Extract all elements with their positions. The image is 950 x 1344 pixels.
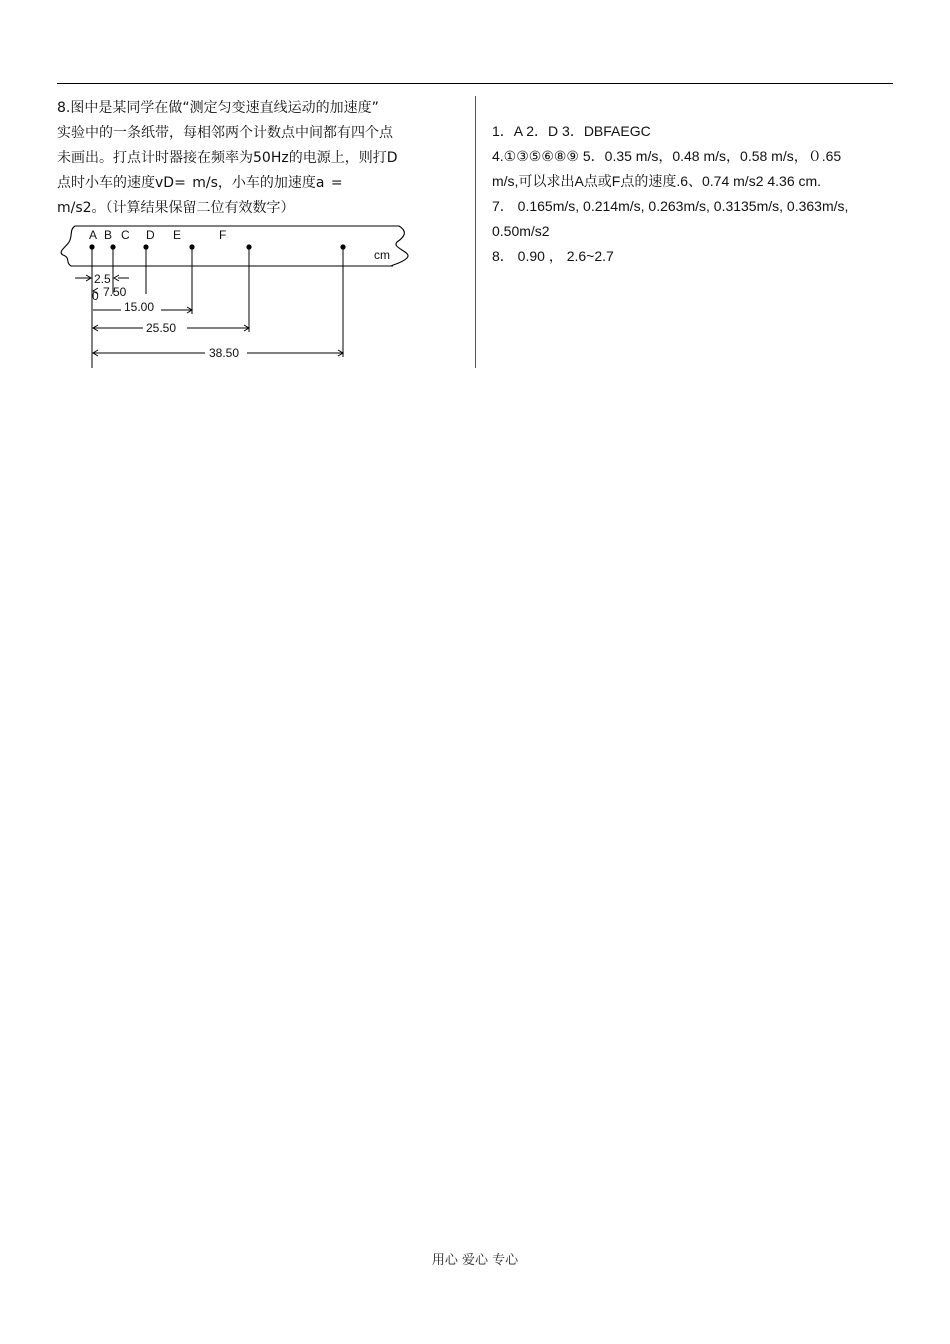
distance-ad: 15.00: [124, 300, 155, 314]
distance-af: 38.50: [209, 346, 240, 360]
question-line: 实验中的一条纸带，每相邻两个计数点中间都有四个点: [57, 125, 393, 141]
question-line: 点时小车的速度vD= m/s，小车的加速度a =: [57, 175, 343, 191]
point-label-b: B: [104, 228, 113, 242]
unit-label: cm: [374, 248, 390, 262]
header-rule: [57, 83, 893, 84]
distance-ab: 2.5: [94, 272, 111, 286]
answer-line: m/s,可以求出A点或F点的速度.6、0.74 m/s2 4.36 cm.: [492, 173, 822, 189]
answer-line: 4.①③⑤⑥⑧⑨ 5．0.35 m/s，0.48 m/s，0.58 m/s，０.65: [492, 148, 842, 164]
question-line: m/s2。（计算结果保留二位有效数字）: [57, 200, 295, 216]
point-label-c: C: [121, 228, 130, 242]
answer-key: [492, 119, 894, 269]
point-label-f: F: [219, 228, 227, 242]
question-line: 未画出。打点计时器接在频率为50Hz的电源上，则打D: [57, 150, 398, 166]
paper-tape-diagram: [57, 222, 427, 372]
column-divider: [475, 96, 476, 368]
point-label-e: E: [173, 228, 182, 242]
point-label-a: A: [89, 228, 98, 242]
distance-ac: 7.50: [103, 285, 127, 299]
answer-line: 1．A 2．D 3．DBFAEGC: [492, 123, 651, 139]
origin-label: 0: [92, 289, 99, 303]
question-line: 8.图中是某同学在做“测定匀变速直线运动的加速度”: [57, 100, 379, 116]
answer-line: 0.50m/s2: [492, 223, 550, 239]
point-label-d: D: [146, 228, 155, 242]
answer-line: 7． 0.165m/s, 0.214m/s, 0.263m/s, 0.3135m/s, 0.363m/s,: [492, 198, 849, 214]
distance-ae: 25.50: [146, 321, 177, 335]
question-8: [57, 96, 458, 221]
page-footer: 用心 爱心 专心: [431, 1253, 519, 1268]
answer-line: 8． 0.90 ， 2.6~2.7: [492, 248, 614, 264]
